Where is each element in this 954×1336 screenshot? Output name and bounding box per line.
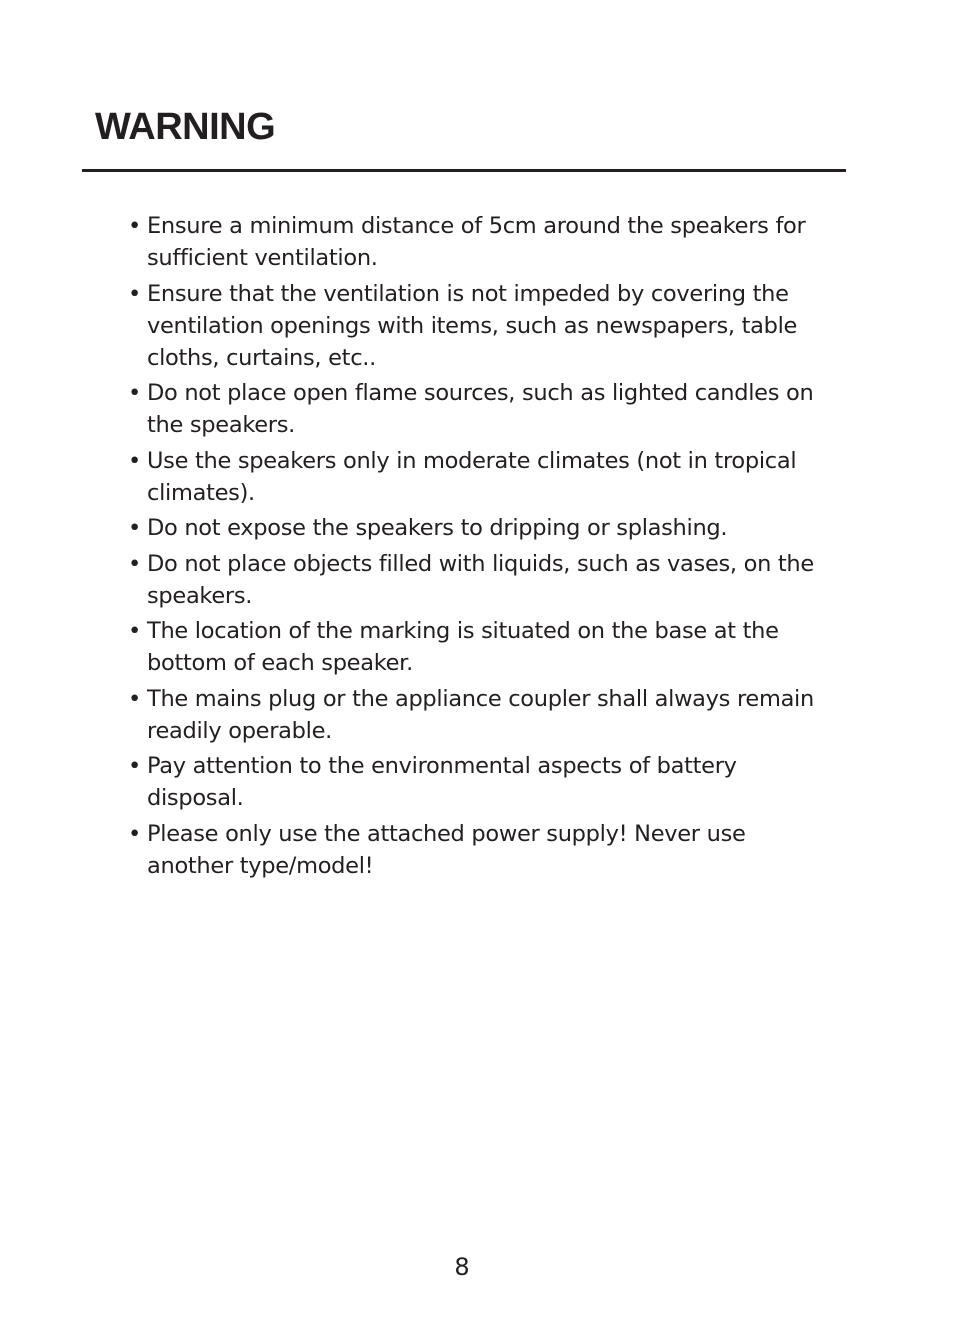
page-number: 8 bbox=[454, 1253, 470, 1281]
bullet-icon: • bbox=[128, 753, 141, 779]
warning-text: The location of the marking is situated on the base at the bottom of each speaker. bbox=[147, 618, 779, 676]
warning-text: Do not expose the speakers to dripping or splashing. bbox=[147, 515, 728, 541]
warning-item bbox=[128, 512, 828, 544]
warning-text: Pay attention to the environmental aspects of battery disposal. bbox=[147, 753, 737, 811]
warning-item bbox=[128, 548, 828, 612]
bullet-icon: • bbox=[128, 380, 141, 406]
warning-text: The mains plug or the appliance coupler shall always remain readily operable. bbox=[147, 685, 814, 744]
bullet-icon: • bbox=[128, 820, 141, 847]
page-title: WARNING bbox=[95, 106, 276, 148]
warning-text: Ensure a minimum distance of 5cm around the speakers for sufficient ventilation. bbox=[147, 213, 806, 271]
bullet-icon: • bbox=[128, 618, 141, 644]
bullet-icon: • bbox=[128, 213, 141, 239]
warning-item bbox=[128, 750, 828, 814]
title-divider bbox=[82, 169, 846, 172]
warning-list bbox=[128, 210, 828, 885]
warning-item bbox=[128, 210, 828, 274]
warning-item bbox=[128, 615, 828, 679]
warning-text: Use the speakers only in moderate climates (not in tropical climates). bbox=[147, 447, 797, 506]
bullet-icon: • bbox=[128, 280, 141, 307]
warning-item bbox=[128, 278, 828, 374]
warning-text: Please only use the attached power supply! Never use another type/model! bbox=[147, 820, 746, 879]
warning-item bbox=[128, 377, 828, 441]
warning-item bbox=[128, 445, 828, 509]
bullet-icon: • bbox=[128, 685, 141, 712]
warning-item bbox=[128, 683, 828, 747]
warning-text: Ensure that the ventilation is not impeded by covering the ventilation openings with items, such as newspapers, table cloths, curtains, etc.. bbox=[147, 280, 798, 371]
warning-text: Do not place objects filled with liquids, such as vases, on the speakers. bbox=[147, 550, 814, 609]
bullet-icon: • bbox=[128, 550, 141, 577]
warning-item bbox=[128, 818, 828, 882]
warning-text: Do not place open flame sources, such as lighted candles on the speakers. bbox=[147, 380, 814, 438]
bullet-icon: • bbox=[128, 447, 141, 474]
bullet-icon: • bbox=[128, 515, 141, 541]
